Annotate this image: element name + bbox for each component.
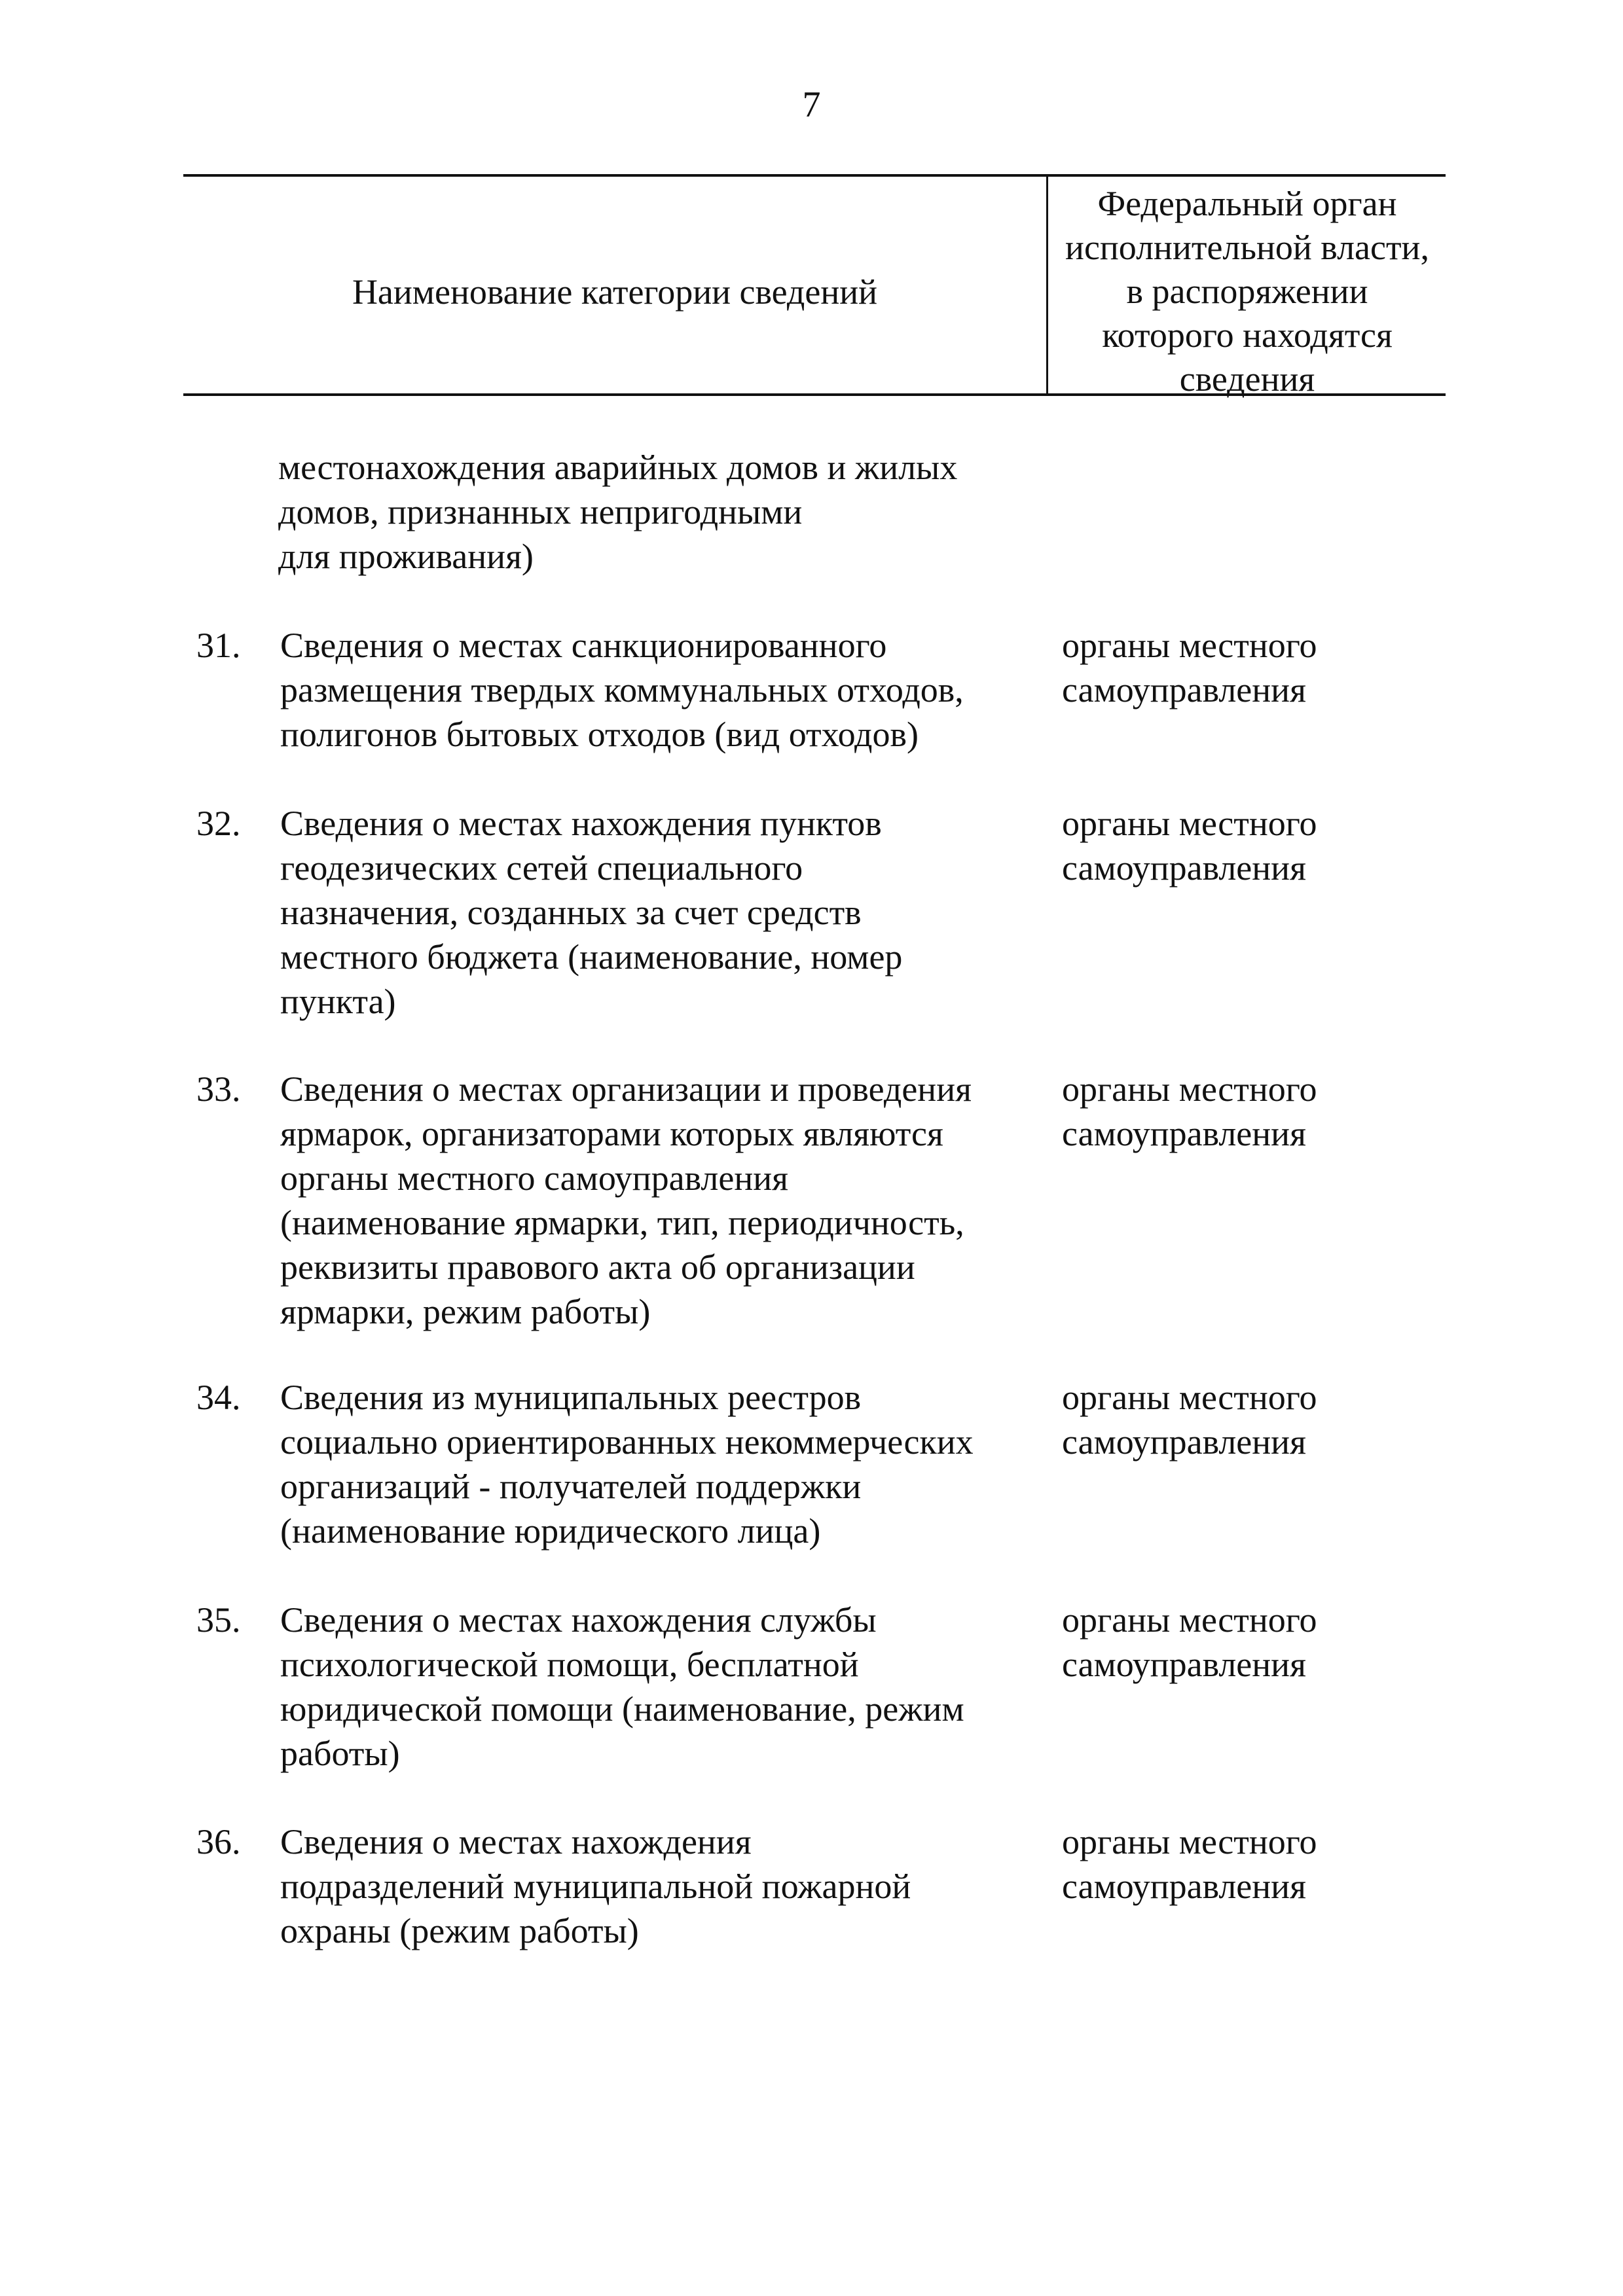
row-description-line: Сведения о местах санкционированного <box>280 626 887 665</box>
row-description-line: (наименование ярмарки, тип, периодичность, <box>280 1203 964 1242</box>
header-authority-cell <box>1049 182 1446 401</box>
header-authority-line: в распоряжении <box>1126 272 1368 311</box>
row-description-line: геодезических сетей специального <box>280 848 803 888</box>
row-description-line: организаций - получателей поддержки <box>280 1467 862 1506</box>
row-authority <box>1062 801 1442 890</box>
table-header <box>183 174 1446 399</box>
row-authority <box>1062 1375 1442 1464</box>
row-authority-line: органы местного <box>1062 804 1317 843</box>
row-description-line: подразделений муниципальной пожарной <box>280 1867 911 1906</box>
header-authority-line: исполнительной власти, <box>1065 228 1429 267</box>
row-authority <box>1062 1820 1442 1909</box>
row-description-line: Сведения о местах организации и проведения <box>280 1069 972 1109</box>
header-column-divider <box>1046 177 1048 393</box>
page-number: 7 <box>802 84 821 125</box>
continuation-line: домов, признанных непригодными <box>278 492 803 531</box>
row-description-line: назначения, созданных за счет средств <box>280 893 862 932</box>
row-description <box>280 1375 1040 1553</box>
row-description-line: (наименование юридического лица) <box>280 1511 821 1551</box>
row-authority-line: органы местного <box>1062 626 1317 665</box>
header-authority-line: Федеральный орган <box>1097 184 1397 223</box>
row-description-line: реквизиты правового акта об организации <box>280 1247 915 1287</box>
continuation-line: для проживания) <box>278 537 534 576</box>
header-authority-line: которого находятся <box>1102 315 1393 355</box>
row-description-line: ярмарки, режим работы) <box>280 1292 651 1331</box>
row-authority-line: самоуправления <box>1062 1867 1306 1906</box>
row-number: 35. <box>196 1600 241 1640</box>
row-number: 31. <box>196 626 241 665</box>
row-description-line: полигонов бытовых отходов (вид отходов) <box>280 715 919 754</box>
continuation-text <box>278 445 1064 579</box>
row-description-line: юридической помощи (наименование, режим <box>280 1689 964 1729</box>
row-description-line: охраны (режим работы) <box>280 1911 639 1950</box>
row-description-line: психологической помощи, бесплатной <box>280 1645 859 1684</box>
row-authority-line: самоуправления <box>1062 1114 1306 1153</box>
row-description-line: местного бюджета (наименование, номер <box>280 937 903 977</box>
row-description <box>280 1598 1040 1776</box>
row-number: 36. <box>196 1822 241 1861</box>
header-authority-line: сведения <box>1179 359 1315 399</box>
row-description-line: ярмарок, организаторами которых являются <box>280 1114 943 1153</box>
row-description-line: Сведения о местах нахождения пунктов <box>280 804 882 843</box>
row-description-line: Сведения из муниципальных реестров <box>280 1378 862 1417</box>
row-description-line: размещения твердых коммунальных отходов, <box>280 670 964 709</box>
header-category-label: Наименование категории сведений <box>352 272 878 312</box>
row-authority <box>1062 1067 1442 1156</box>
row-authority-line: органы местного <box>1062 1069 1317 1109</box>
row-number: 33. <box>196 1069 241 1109</box>
row-description-line: органы местного самоуправления <box>280 1158 788 1198</box>
header-category-cell <box>183 177 1046 393</box>
row-number: 32. <box>196 804 241 843</box>
row-authority-line: органы местного <box>1062 1822 1317 1861</box>
row-authority-line: самоуправления <box>1062 1422 1306 1462</box>
row-description-line: работы) <box>280 1734 400 1773</box>
row-number: 34. <box>196 1378 241 1417</box>
row-description <box>280 801 1040 1024</box>
row-authority-line: самоуправления <box>1062 1645 1306 1684</box>
row-authority-line: органы местного <box>1062 1600 1317 1640</box>
row-description <box>280 1067 1040 1334</box>
row-description-line: социально ориентированных некоммерческих <box>280 1422 974 1462</box>
row-authority <box>1062 1598 1442 1687</box>
row-description-line: Сведения о местах нахождения <box>280 1822 752 1861</box>
row-description <box>280 1820 1040 1953</box>
row-authority <box>1062 623 1442 712</box>
row-description-line: Сведения о местах нахождения службы <box>280 1600 877 1640</box>
row-authority-line: самоуправления <box>1062 848 1306 888</box>
row-authority-line: органы местного <box>1062 1378 1317 1417</box>
row-authority-line: самоуправления <box>1062 670 1306 709</box>
continuation-line: местонахождения аварийных домов и жилых <box>278 448 958 487</box>
row-description <box>280 623 1040 757</box>
row-description-line: пункта) <box>280 982 396 1021</box>
